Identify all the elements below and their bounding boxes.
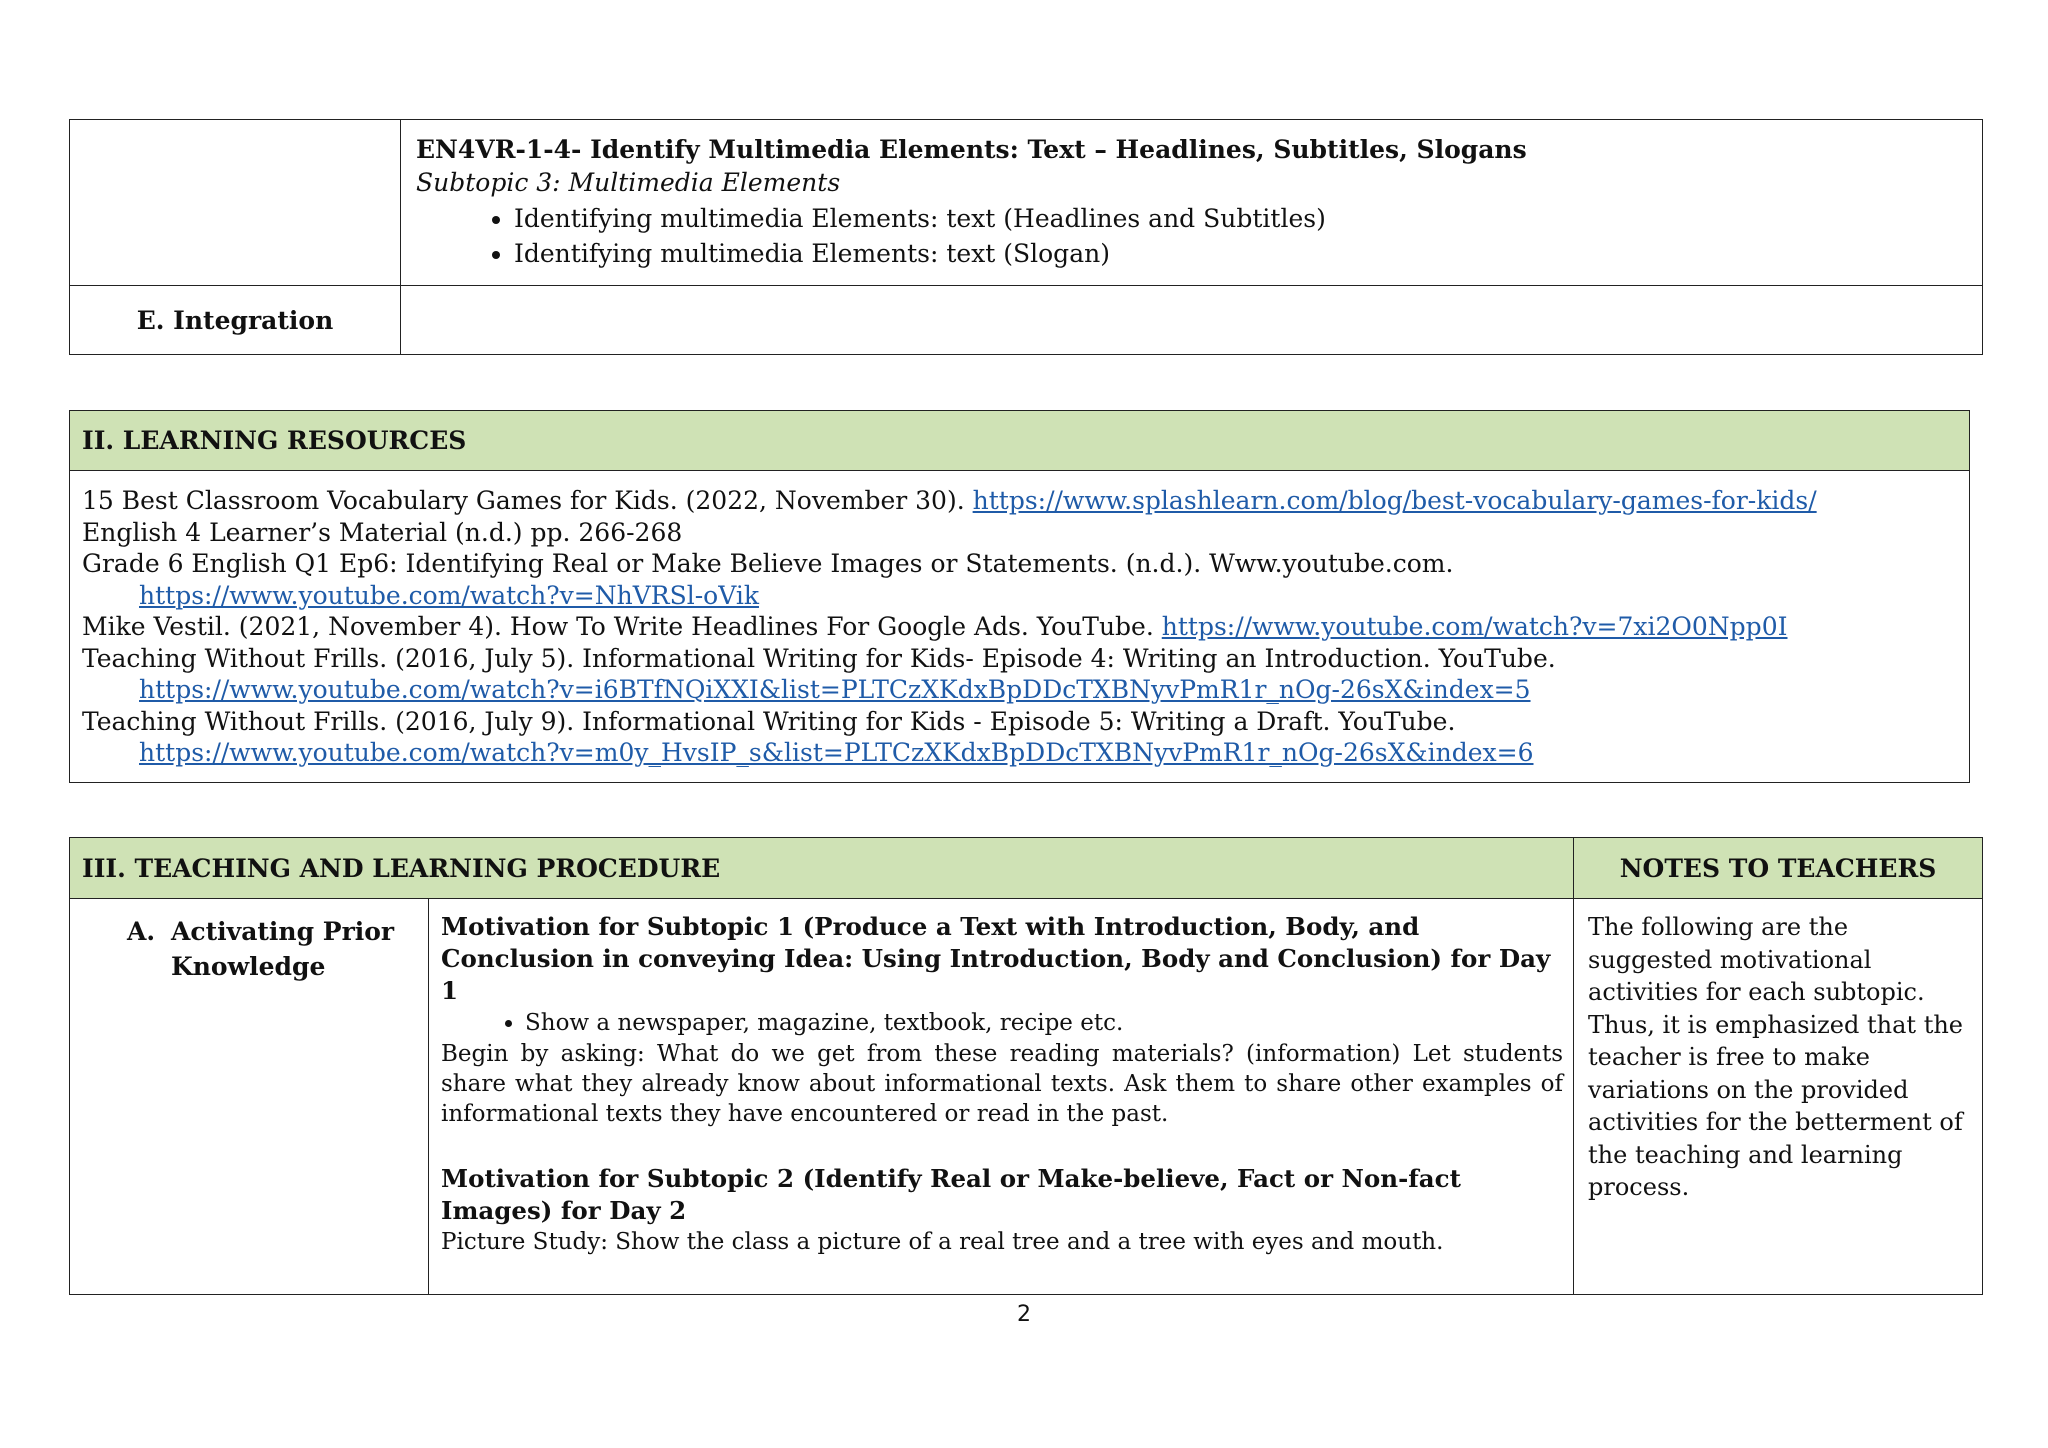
resource-item: Teaching Without Frills. (2016, July 9). Informational Writing for Kids - Episode 5: Writing a Draft. YouTube. bbox=[82, 706, 1456, 736]
resource-item-link-line bbox=[82, 580, 1957, 612]
resources-list bbox=[70, 471, 1969, 769]
resource-item-link-line bbox=[82, 674, 1957, 706]
resource-item bbox=[82, 611, 1957, 643]
learning-resources-section bbox=[69, 410, 1970, 783]
resource-item: Teaching Without Frills. (2016, July 5). Informational Writing for Kids- Episode 4: Writing an Introduction. YouTube. bbox=[82, 643, 1556, 673]
motivation-1-bullets bbox=[441, 1007, 1563, 1039]
motivation-1-heading: Motivation for Subtopic 1 (Produce a Text with Introduction, Body, and Conclusion in conveying Idea: Using Introduction, Body and Conclusion) for Day 1 bbox=[441, 912, 1551, 1005]
integration-cell bbox=[401, 286, 1983, 355]
subtopic-title: Subtopic 3: Multimedia Elements bbox=[416, 168, 841, 197]
resource-item: Grade 6 English Q1 Ep6: Identifying Real or Make Believe Images or Statements. (n.d.). Www.youtube.com. bbox=[82, 549, 1454, 578]
motivation-2-text: Picture Study: Show the class a picture of a real tree and a tree with eyes and mouth. bbox=[441, 1229, 1444, 1255]
empty-label-cell bbox=[70, 120, 401, 286]
step-number: A. bbox=[127, 917, 156, 946]
resource-text: 15 Best Classroom Vocabulary Games for Kids. (2022, November 30). bbox=[82, 486, 973, 515]
motivation-1-text: Begin by asking: What do we get from these reading materials? (information) Let students share what they already know about informational texts. Ask them to share other examples of informational texts they have encountered or read in the past. bbox=[441, 1041, 1564, 1127]
resource-item bbox=[82, 485, 1957, 517]
motivation-2-heading: Motivation for Subtopic 2 (Identify Real or Make-believe, Fact or Non-fact Images) for Day 2 bbox=[441, 1164, 1461, 1225]
resource-link[interactable]: https://www.youtube.com/watch?v=m0y_HvsIP_s&list=PLTCzXKdxBpDDcTXBNyvPmR1r_nOg-26sX&index=6 bbox=[139, 738, 1534, 767]
resource-link[interactable]: https://www.youtube.com/watch?v=7xi2O0Npp0I bbox=[1161, 612, 1788, 641]
step-label-cell bbox=[70, 899, 429, 1295]
notes-cell: The following are the suggested motivational activities for each subtopic. Thus, it is emphasized that the teacher is free to make variations on the provided activities for the betterment of the teaching and learning process. bbox=[1574, 899, 1983, 1295]
bullet-item: • Show a newspaper, magazine, textbook, recipe etc. bbox=[525, 1007, 1563, 1039]
page-number: 2 bbox=[1017, 1302, 1031, 1327]
procedure-table bbox=[69, 837, 1983, 1295]
activity-cell bbox=[429, 899, 1574, 1295]
notes-header: NOTES TO TEACHERS bbox=[1574, 838, 1983, 899]
step-title-line1: Activating Prior bbox=[171, 917, 395, 946]
learning-resources-header: II. LEARNING RESOURCES bbox=[70, 411, 1969, 471]
step-title-line2: Knowledge bbox=[171, 952, 326, 981]
competency-cell bbox=[401, 120, 1983, 286]
resource-text: Mike Vestil. (2021, November 4). How To Write Headlines For Google Ads. YouTube. bbox=[82, 612, 1162, 641]
integration-label: E. Integration bbox=[70, 286, 401, 355]
resource-link[interactable]: https://www.youtube.com/watch?v=NhVRSl-oVik bbox=[139, 580, 759, 610]
bullet-item: • Identifying multimedia Elements: text (Slogan) bbox=[514, 236, 1981, 271]
resource-item: English 4 Learner’s Material (n.d.) pp. 266-268 bbox=[82, 517, 683, 547]
competency-code: EN4VR-1-4- Identify Multimedia Elements: Text – Headlines, Subtitles, Slogans bbox=[416, 135, 1527, 164]
resource-link[interactable]: https://www.youtube.com/watch?v=i6BTfNQiXXI&list=PLTCzXKdxBpDDcTXBNyvPmR1r_nOg-26sX&index=5 bbox=[139, 675, 1531, 704]
resource-item-link-line bbox=[82, 737, 1957, 769]
procedure-header: III. TEACHING AND LEARNING PROCEDURE bbox=[70, 838, 1574, 899]
subtopic-bullets bbox=[402, 201, 1981, 271]
competency-table bbox=[69, 119, 1983, 355]
resource-link[interactable]: https://www.splashlearn.com/blog/best-vocabulary-games-for-kids/ bbox=[972, 486, 1817, 515]
step-label bbox=[71, 900, 427, 984]
bullet-item: • Identifying multimedia Elements: text (Headlines and Subtitles) bbox=[514, 201, 1981, 236]
